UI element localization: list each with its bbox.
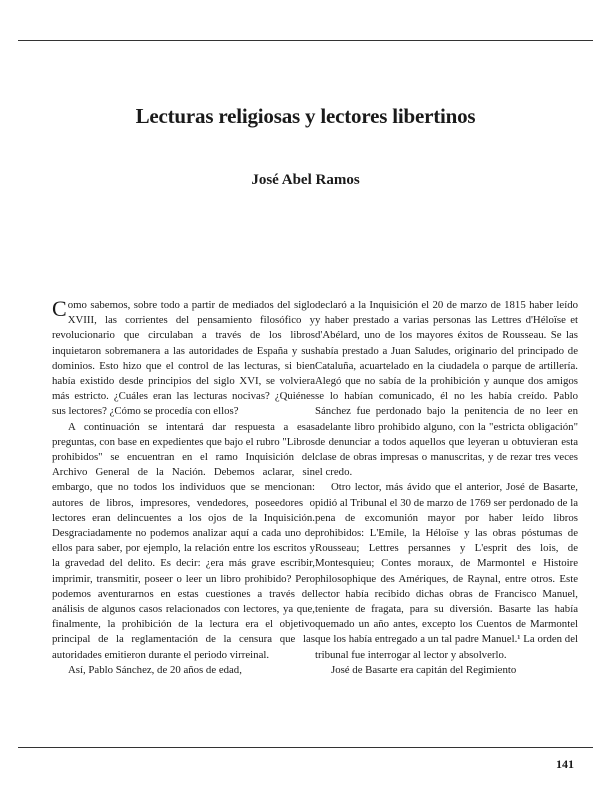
paragraph: José de Basarte era capitán del Regimiento xyxy=(331,663,517,676)
article-title: Lecturas religiosas y lectores libertinos xyxy=(135,104,476,129)
left-column xyxy=(52,298,315,678)
drop-cap: C xyxy=(52,296,67,321)
paragraph: A continuación se intentará dar respuesta a esas preguntas, con base en expedientes que bajo el rubro "Libros prohibidos" se encuentran en el ramo Inquisición del Archivo General de la Nación. Debemos aclarar, sin embargo, que no todos los individuos que se mencionan: autores de libros, impresores, vendedores, poseedores o lectores eran delincuentes a los ojos de la Inquisición. Desgraciadamente no podemos analizar aquí a cada uno de ellos para saber, por ejemplo, la relación entre los escritos y la gravedad del delito. Es decir: ¿era más grave escribir, imprimir, transmitir, poseer o leer un libro prohibido? Pero podemos aventurarnos en estas cuestiones a través del análisis de algunos casos relacionados con lectores, ya que, finalmente, la prohibición de la lectura era el objetivo principal de la reglamentación de la censura que las autoridades emitieron durante el periodo virreinal. xyxy=(52,420,315,661)
paragraph-text: omo sabemos, sobre todo a partir de mediados del siglo XVIII, las corrientes del pensamiento filosófico y revolucionario que circulaban a través de los libros inquietaron sobremanera a las autoridades de España y sus dominios. Esto hizo que el control de las lecturas, si bien había existido desde principios del siglo XVI, se volviera más estricto. ¿Cuáles eran las lecturas nocivas? ¿Quiénes sus lectores? ¿Cómo se procedía con ellos? xyxy=(52,299,315,418)
paragraph xyxy=(52,298,315,420)
paragraph: declaró a la Inquisición el 20 de marzo de 1815 haber leído y haber prestado a varias personas las Lettres d'Héloïse et d'Abélard, uno de los mayores éxitos de Rousseau. Se las había prestado a Juan Saludes, originario del principado de Cataluña, acuartelado en la ciudadela o parque de artillería. Alegó que no sabía de la prohibición y aunque dos amigos se lo habían comunicado, él no les había creído. Pablo Sánchez fue perdonado bajo la penitencia de no leer en adelante libro prohibido alguno, con la "estricta obligación" de denunciar a todos aquellos que leyeran u obtuvieran esta clase de obras impresas o manuscritas, y de rezar tres veces el credo. xyxy=(315,299,578,479)
bottom-rule xyxy=(18,747,593,748)
top-rule xyxy=(18,40,593,41)
page-number: 141 xyxy=(556,757,574,771)
paragraph: Así, Pablo Sánchez, de 20 años de edad, xyxy=(68,663,242,676)
paragraph: Otro lector, más ávido que el anterior, José de Basarte, pidió al Tribunal el 30 de marzo de 1769 ser perdonado de la pena de excomunión mayor por haber leído libros prohibidos: L'Emile, la Héloïse y las obras póstumas de Rousseau; Lettres persannes y L'esprit des lois, de Montesquieu; Contes moraux, de Marmontel e Histoire philosophique des Amériques, de Raynal, entre otros. Este lector había recibido dichas obras de Francisco Manuel, teniente de fragata, para su diversión. Basarte las había quemado un año antes, excepto los Cuentos de Marmontel que los había entregado a un tal padre Manuel.¹ La orden del tribunal fue interrogar al lector y absolverlo. xyxy=(315,481,578,661)
article-author: José Abel Ramos xyxy=(251,172,360,188)
right-column xyxy=(315,298,578,678)
